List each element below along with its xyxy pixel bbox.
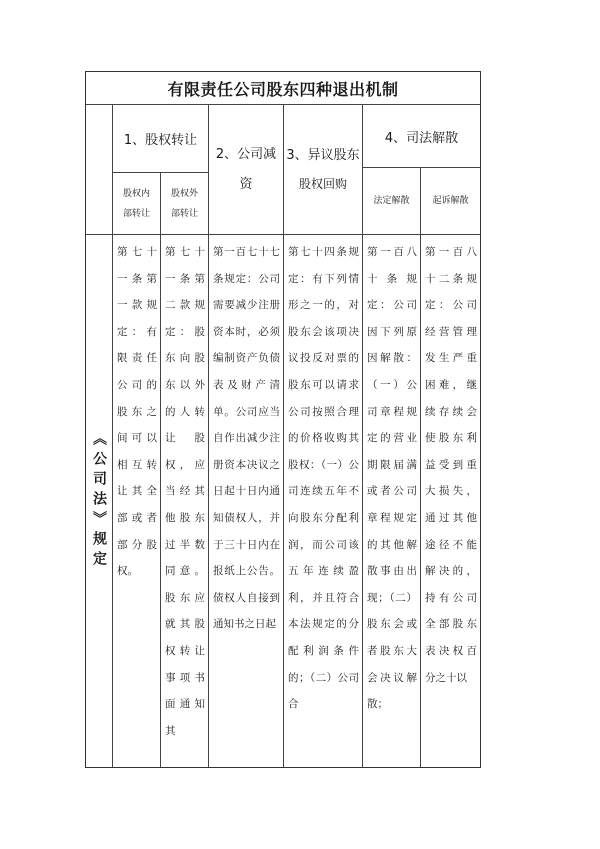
subheader-internal-transfer: 股权内部转让 [113, 173, 161, 235]
corner-cell [86, 105, 113, 235]
header-capital-reduction-line1: 2、公司减 [215, 146, 277, 162]
body-lawsuit-dissolution: 第一百八十二条规定：公司经营管理发生严重困难，继续存续会使股东利益受到重大损失，通过其他途径不能解决的，持有公司全部股东表决权百分之十以 [425, 246, 477, 684]
header-buyback-line2: 股权回购 [298, 176, 347, 191]
row-label: 《公司法》规定 [91, 431, 107, 571]
body-capital-reduction: 第一百七十七条规定：公司需要减少注册资本时，必须编制资产负债表及财产清单。公司应当自作出减少注册资本决议之日起十日内通知债权人，并于三十日内在报纸上公告。债权人自接到通知书之日起 [209, 235, 284, 767]
header-equity-transfer: 1、股权转让 [113, 105, 209, 173]
header-capital-reduction [209, 105, 284, 235]
exit-mechanism-table [85, 71, 481, 768]
header-buyback-line1: 3、异议股东 [286, 147, 360, 163]
subheader-statutory-dissolution: 法定解散 [363, 168, 421, 235]
subheader-external-transfer: 股权外部转让 [161, 173, 209, 235]
header-buyback [284, 105, 363, 235]
body-internal-transfer: 第七十一条第一款规定：有限责任公司的股东之间可以相互转让其全部或者部分股权。 [113, 235, 161, 767]
body-external-transfer: 第七十一条第二款规定：股东向股东以外的人转让股权，应当经其他股东过半数同意。股东应就其股权转让事项书面通知其 [161, 235, 209, 767]
table-title: 有限责任公司股东四种退出机制 [86, 72, 480, 105]
header-capital-reduction-line2: 资 [239, 176, 253, 192]
body-statutory-dissolution: 第一百八十条规定：公司因下列原因解散：（一）公司章程规定的营业期限届满或者公司章程规定的其他解散事由出现；（二）股东会或者股东大会决议解散； [363, 235, 421, 767]
row-label-cell [86, 235, 113, 767]
body-buyback: 第七十四条规定：有下列情形之一的，对股东会该项决议投反对票的股东可以请求公司按照合理的价格收购其股权：（一）公司连续五年不向股东分配利润，而公司该五年连续盈利，并且符合本法规定的分配利润条件的；（二）公司合 [284, 235, 363, 767]
subheader-lawsuit-dissolution: 起诉解散 [421, 168, 480, 235]
header-judicial-dissolution: 4、司法解散 [363, 105, 480, 168]
